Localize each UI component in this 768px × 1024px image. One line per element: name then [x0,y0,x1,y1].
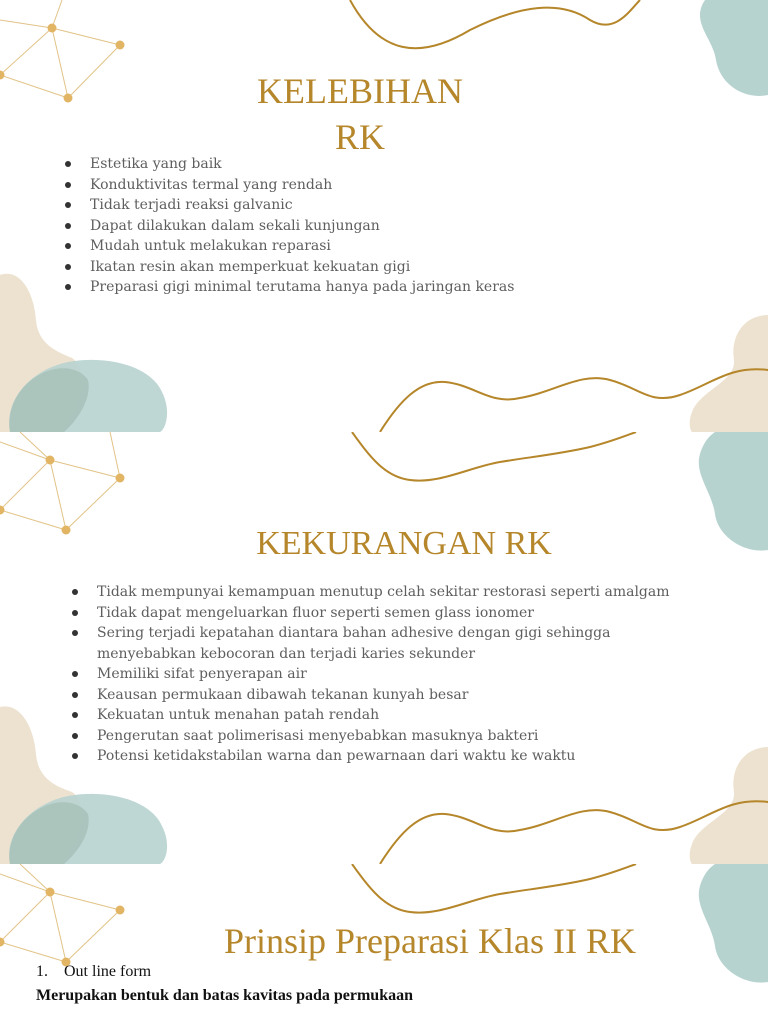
slide-kekurangan [0,432,768,864]
item-number: 1. [36,963,48,980]
list-item: Keausan permukaan dibawah tekanan kunyah besar [69,685,689,706]
list-item: Preparasi gigi minimal terutama hanya pada jaringan keras [62,277,702,298]
network-decoration [0,432,120,530]
blob-sage-right [699,432,768,551]
network-nodes [0,24,125,103]
list-item: Potensi ketidakstabilan warna dan pewarnaan dari waktu ke waktu [69,746,689,767]
network-nodes [0,456,125,535]
list-item: Dapat dilakukan dalam sekali kunjungan [62,216,702,237]
slide-title: Prinsip Preparasi Klas II RK [224,921,636,961]
slide-kelebihan [0,0,768,432]
blob-sage-top-right [700,0,768,96]
list-item: Pengerutan saat polimerisasi menyebabkan masuknya bakteri [69,726,689,747]
list-item: Sering terjadi kepatahan diantara bahan adhesive dengan gigi sehingga menyebabkan kebocoran dan terjadi karies sekunder [69,623,689,664]
title-line-2: RK [334,117,385,157]
outline-item [36,963,151,981]
wave-decoration [350,0,640,48]
list-item: Tidak terjadi reaksi galvanic [62,195,702,216]
wave-decoration [352,432,636,481]
list-item: Memiliki sifat penyerapan air [69,664,689,685]
list-item: Estetika yang baik [62,154,702,175]
list-item: Ikatan resin akan memperkuat kekuatan gigi [62,257,702,278]
list-item: Tidak mempunyai kemampuan menutup celah sekitar restorasi seperti amalgam [69,582,689,603]
list-item: Tidak dapat mengeluarkan fluor seperti semen glass ionomer [69,603,689,624]
disadvantages-list [69,582,689,767]
advantages-list [62,154,702,298]
slide-title: KEKURANGAN RK [256,525,552,562]
title-line-1: KELEBIHAN [257,71,463,111]
list-item: Mudah untuk melakukan reparasi [62,236,702,257]
slide-title [240,68,480,160]
list-item: Kekuatan untuk menahan patah rendah [69,705,689,726]
item-description: Merupakan bentuk dan batas kavitas pada permukaan [36,987,413,1004]
network-decoration [0,0,120,98]
item-label: Out line form [64,963,152,980]
list-item: Konduktivitas termal yang rendah [62,175,702,196]
slide-prinsip-preparasi [0,864,768,1024]
wave-decoration [352,864,636,913]
